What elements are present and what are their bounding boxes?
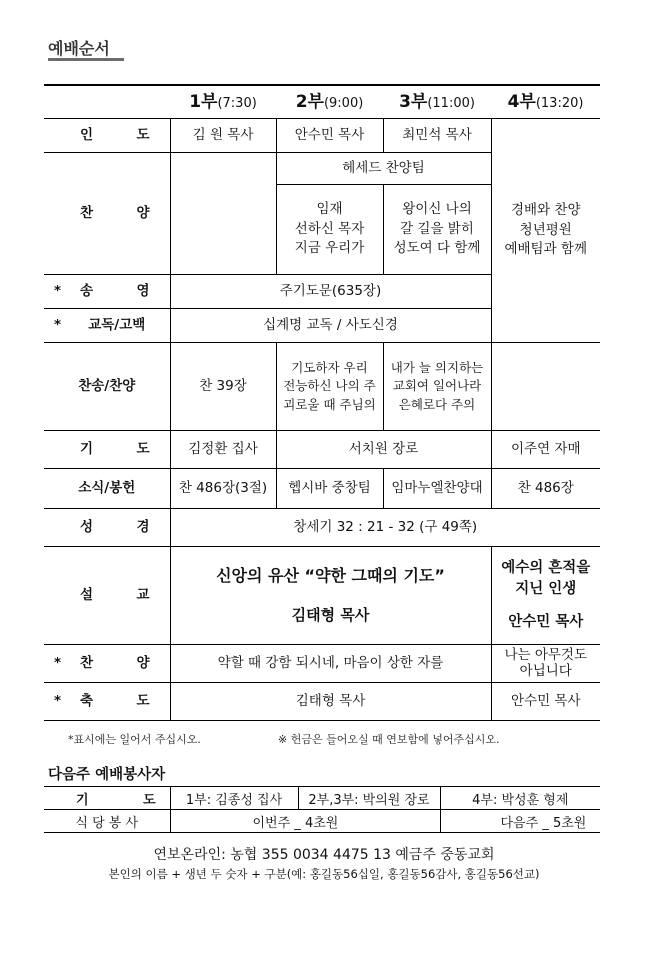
praise-songs-2: 임재 선하신 목자 지금 우리가	[276, 185, 383, 275]
offering-note: ※ 헌금은 들어오실 때 연보함에 넣어주십시오.	[278, 733, 500, 746]
next-prayer-label: 기 도	[44, 787, 170, 810]
prayer-4: 이주연 자매	[491, 431, 600, 469]
closing-hymn: 약할 때 강함 되시네, 마음이 상한 자를	[170, 645, 491, 683]
page-title-block	[48, 36, 110, 59]
hymn-4-empty	[491, 343, 600, 431]
praise-team: 헤세드 찬양팀	[276, 153, 491, 185]
title-underline	[48, 58, 124, 61]
row-news-offering	[44, 469, 600, 509]
invocation-1: 김 원 목사	[170, 119, 276, 153]
row-invocation	[44, 119, 600, 153]
kitchen-label: 식 당 봉 사	[44, 810, 170, 833]
sermon-speaker: 김태형 목사	[291, 606, 370, 625]
worship-order-table	[44, 84, 600, 721]
benediction-4: 안수민 목사	[491, 683, 600, 721]
prayer-1: 김정환 집사	[170, 431, 276, 469]
offering-2: 헵시바 중창팀	[276, 469, 383, 509]
row-benediction	[44, 683, 600, 721]
kitchen-this-week: 이번주 _ 4초원	[170, 810, 440, 833]
row-scripture	[44, 509, 600, 547]
praise-1-empty	[170, 153, 276, 275]
row-prayer	[44, 431, 600, 469]
header-service-2: 2부(9:00)	[276, 85, 383, 119]
next-week-prayer-row	[44, 787, 600, 810]
row-closing-hymn	[44, 645, 600, 683]
sermon-4-cell: 예수의 흔적을 지닌 인생 안수민 목사	[491, 547, 600, 645]
sermon-title: 신앙의 유산 “약한 그때의 기도”	[216, 566, 445, 586]
next-week-servers-table	[44, 786, 600, 833]
closing-hymn-4: 나는 아무것도 아닙니다	[491, 645, 600, 683]
label-creed: * 교독/고백	[44, 309, 170, 343]
online-offering-hint: 본인의 이름 + 생년 두 숫자 + 구분(예: 홍길동56십일, 홍길동56감사, 홍길동56선교)	[108, 867, 540, 881]
label-benediction: * 축 도	[44, 683, 170, 721]
header-service-1: 1부(7:30)	[170, 85, 276, 119]
online-offering: 연보온라인: 농협 355 0034 4475 13 예금주 중동교회	[153, 847, 495, 863]
hymn-1: 찬 39장	[170, 343, 276, 431]
sermon-cell	[170, 547, 491, 645]
header-service-3: 3부(11:00)	[383, 85, 491, 119]
offering-3: 임마누엘찬양대	[383, 469, 491, 509]
next-week-heading: 다음주 예배봉사자	[48, 767, 166, 783]
offering-1: 찬 486장(3절)	[170, 469, 276, 509]
label-hymn-praise: 찬송/찬양	[44, 343, 170, 431]
next-prayer-1: 1부: 김종성 집사	[170, 787, 298, 810]
kitchen-service-row	[44, 810, 600, 833]
label-closing-hymn: * 찬 양	[44, 645, 170, 683]
page-title: 예배순서	[48, 39, 110, 58]
label-prayer: 기 도	[44, 431, 170, 469]
kitchen-next-week: 다음주 _ 5초원	[440, 810, 600, 833]
label-invocation: 인 도	[44, 119, 170, 153]
row-hymn	[44, 343, 600, 431]
row-sermon	[44, 547, 600, 645]
offering-4: 찬 486장	[491, 469, 600, 509]
praise-songs-3: 왕이신 나의 갈 길을 밝히 성도여 다 함께	[383, 185, 491, 275]
label-scripture: 성 경	[44, 509, 170, 547]
service-header-row	[44, 85, 600, 119]
next-prayer-4: 4부: 박성훈 형제	[440, 787, 600, 810]
label-news-offering: 소식/봉헌	[44, 469, 170, 509]
label-praise: 찬 양	[44, 153, 170, 275]
doxology: 주기도문(635장)	[170, 275, 491, 309]
creed: 십계명 교독 / 사도신경	[170, 309, 491, 343]
invocation-2: 안수민 목사	[276, 119, 383, 153]
hymn-2: 기도하자 우리 전능하신 나의 주 괴로울 때 주님의	[276, 343, 383, 431]
prayer-23: 서치원 장로	[276, 431, 491, 469]
header-blank	[44, 85, 170, 119]
hymn-3: 내가 늘 의지하는 교회여 일어나라 은혜로다 주의	[383, 343, 491, 431]
next-prayer-23: 2부,3부: 박의원 장로	[298, 787, 440, 810]
fourth-service-praise: 경배와 찬양 청년평원 예배팀과 함께	[491, 119, 600, 343]
label-sermon: 설 교	[44, 547, 170, 645]
label-doxology: * 송 영	[44, 275, 170, 309]
standing-note: *표시에는 일어서 주십시오.	[68, 733, 201, 746]
scripture: 창세기 32 : 21 - 32 (구 49쪽)	[170, 509, 600, 547]
benediction: 김태형 목사	[170, 683, 491, 721]
header-service-4: 4부(13:20)	[491, 85, 600, 119]
invocation-3: 최민석 목사	[383, 119, 491, 153]
